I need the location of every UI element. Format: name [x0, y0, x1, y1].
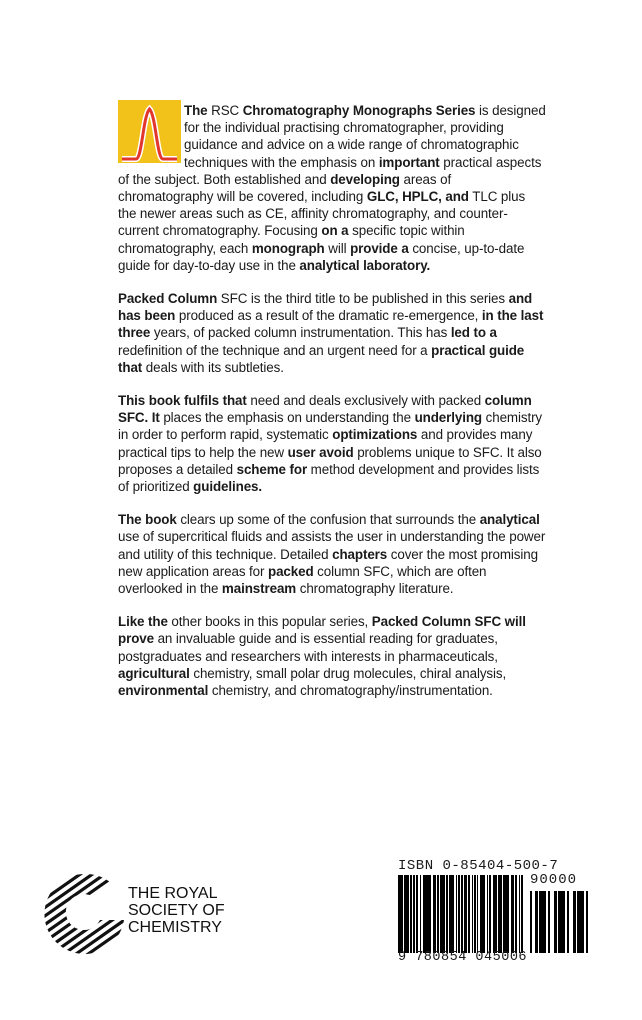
barcode-bar — [453, 875, 454, 953]
barcode-bar — [474, 875, 475, 953]
barcode-bar — [475, 875, 476, 953]
barcode-bar — [442, 875, 443, 953]
bold-text-run: Packed Column SFC will prove — [118, 614, 526, 647]
bold-text-run: on a — [321, 223, 349, 239]
bold-text-run: This book fulfils that — [118, 393, 247, 409]
bold-text-run: Like the — [118, 614, 168, 630]
barcode-bar — [401, 875, 403, 953]
text-run: problems unique to SFC. It also proposes a detailed — [118, 444, 542, 477]
barcode-bar — [456, 875, 457, 953]
addon-bar — [563, 891, 564, 953]
barcode-bar — [481, 875, 482, 953]
barcode-bar — [505, 875, 506, 953]
text-run: will — [324, 240, 351, 256]
barcode-bar — [519, 875, 520, 953]
bold-text-run: packed — [268, 563, 314, 579]
barcode-bar — [433, 875, 434, 953]
text-run: chemistry in order to perform rapid, systematic — [118, 410, 543, 443]
addon-bar — [536, 891, 537, 953]
addon-bar — [567, 891, 568, 953]
barcode-bar — [420, 875, 421, 953]
bold-text-run: environmental — [118, 683, 209, 699]
addon-bar — [548, 891, 549, 953]
barcode-bar — [443, 875, 445, 953]
addon-bar — [540, 891, 541, 953]
text-run: chromatography literature. — [296, 581, 454, 597]
barcode-bar — [449, 875, 451, 953]
addon-bar — [556, 891, 557, 953]
bold-text-run: provide a — [350, 240, 409, 256]
bold-text-run: user avoid — [287, 444, 354, 460]
back-cover-blurb — [118, 102, 546, 715]
barcode-bar — [469, 875, 470, 953]
barcode-bar — [499, 875, 500, 953]
text-run: deals with its subtleties. — [142, 359, 284, 375]
text-run: chemistry, and chromatography/instrumentation. — [208, 683, 493, 699]
barcode-bar — [506, 875, 508, 953]
text-run: other books in this popular series, — [167, 614, 372, 630]
text-run: years, of packed column instrumentation. This has — [150, 325, 451, 341]
addon-bar — [568, 891, 569, 953]
barcode-bar — [489, 875, 490, 953]
bold-text-run: analytical laboratory. — [299, 257, 431, 273]
barcode-bar — [461, 875, 463, 953]
barcode-bar — [417, 875, 418, 953]
barcode-bar — [482, 875, 484, 953]
addon-bar — [549, 891, 550, 953]
text-run: method development and provides lists of prioritized — [118, 461, 540, 495]
addon-bar — [530, 891, 532, 953]
text-run: practical aspects of the subject. Both established and — [118, 154, 542, 187]
addon-bar — [580, 891, 581, 953]
text-run: clears up some of the confusion that surrounds the — [176, 512, 480, 528]
barcode-bar — [440, 875, 442, 953]
text-run: is designed for the individual practising chromatographer, providing guidance and advice on a wide range of chromatographic techniques with the emphasis on — [184, 103, 546, 170]
barcode-bar — [425, 875, 427, 953]
addon-bar — [537, 891, 538, 953]
barcode-bar — [484, 875, 485, 953]
barcode-bar — [400, 875, 401, 953]
bold-text-run: optimizations — [332, 427, 418, 443]
barcode-bar — [490, 875, 491, 953]
bold-text-run: Packed Column — [118, 291, 218, 307]
text-run: chemistry, small polar drug molecules, chiral analysis, — [189, 665, 507, 681]
addon-bar — [587, 891, 588, 953]
addon-bar — [559, 891, 560, 953]
text-run: TLC plus the newer areas such as CE, affinity chromatography, and counter-current chromatography. Focusing — [118, 189, 526, 239]
barcode-bar — [408, 875, 409, 953]
publisher-line-3: CHEMISTRY — [128, 919, 222, 936]
barcode-bar — [404, 875, 406, 953]
barcode-bar — [487, 875, 488, 953]
addon-bar — [545, 891, 546, 953]
addon-bar — [581, 891, 582, 953]
text-run: an invaluable guide and is essential reading for graduates, postgraduates and researchers with interests in pharmaceuticals, — [118, 631, 498, 664]
barcode-bar — [428, 875, 430, 953]
barcode-bar — [513, 875, 514, 953]
addon-bar — [579, 891, 580, 953]
addon-bar — [573, 891, 574, 953]
blurb-paragraph-1 — [118, 102, 546, 274]
barcode-bar — [511, 875, 512, 953]
barcode-bar — [472, 875, 473, 953]
blurb-paragraph-2 — [118, 290, 546, 376]
barcode-bar — [496, 875, 497, 953]
bold-text-run: guidelines. — [193, 479, 263, 495]
bold-text-run: led to a — [450, 325, 497, 341]
barcode-bar — [500, 875, 502, 953]
text-run: specific topic within chromatography, each — [118, 223, 465, 256]
bold-text-run: mainstream — [221, 581, 297, 597]
text-run: use of supercritical fluids and assists the user in understanding the power and utility of this technique. Detailed — [118, 529, 546, 562]
text-run: redefinition of the technique and an urgent need for a — [118, 342, 432, 358]
text-run: areas of chromatography will be covered, including — [118, 171, 452, 205]
barcode-bar — [503, 875, 505, 953]
bold-text-run: The book — [118, 512, 177, 528]
addon-bar — [544, 891, 545, 953]
addon-bar — [560, 891, 561, 953]
barcode-bar — [427, 875, 428, 953]
bold-text-run: analytical — [479, 512, 540, 528]
publisher-line-2: SOCIETY OF — [128, 902, 225, 919]
barcode-bar — [451, 875, 452, 953]
rsc-logo-icon — [40, 870, 130, 958]
barcode-bar — [508, 875, 509, 953]
barcode-bar — [435, 875, 436, 953]
barcode-bar — [423, 875, 424, 953]
barcode-bar — [498, 875, 499, 953]
barcode-bar — [494, 875, 496, 953]
text-run: column SFC, which are often overlooked in the — [118, 563, 487, 597]
addon-bar — [539, 891, 540, 953]
bold-text-run: underlying — [414, 410, 483, 426]
publisher-name — [128, 885, 225, 936]
addon-bar — [583, 891, 584, 953]
barcode-bar — [466, 875, 467, 953]
barcode-bar — [406, 875, 407, 953]
text-run: SFC is the third title to be published in this series — [217, 291, 509, 307]
text-run: need and deals exclusively with packed — [246, 393, 485, 409]
barcode-bar — [410, 875, 412, 953]
bold-text-run: and has been — [118, 291, 533, 324]
addon-bar — [577, 891, 578, 953]
bold-text-run: GLC, HPLC, and — [366, 189, 469, 205]
barcode-bar — [459, 875, 460, 953]
barcode-bar — [477, 875, 478, 953]
bold-text-run: in the last three — [118, 308, 544, 341]
text-run: concise, up-to-date guide for day-to-day use in the — [118, 240, 525, 273]
bold-text-run: monograph — [251, 240, 325, 256]
addon-bar — [535, 891, 536, 953]
text-run: produced as a result of the dramatic re-emergence, — [175, 308, 482, 324]
text-run: and provides many practical tips to help the new — [118, 427, 533, 460]
bold-text-run: important — [378, 154, 440, 170]
blurb-paragraph-3 — [118, 392, 546, 495]
publisher-line-1: THE ROYAL — [128, 885, 218, 902]
barcode-bar — [414, 875, 415, 953]
bold-text-run: The — [184, 103, 208, 118]
barcode-bar — [437, 875, 439, 953]
text-run: RSC — [207, 103, 243, 118]
bold-text-run: chapters — [332, 546, 388, 562]
bold-text-run: column SFC. It — [118, 393, 532, 426]
addon-bar — [575, 891, 576, 953]
text-run: cover the most promising new application areas for — [118, 546, 538, 579]
text-run: places the emphasis on understanding the — [159, 410, 415, 426]
blurb-paragraph-5 — [118, 613, 546, 699]
barcode-bar — [430, 875, 431, 953]
price-addon-label: 90000 — [530, 872, 578, 888]
barcode-bar — [447, 875, 448, 953]
addon-bar — [564, 891, 565, 953]
blurb-paragraph-4 — [118, 511, 546, 597]
addon-bar — [543, 891, 544, 953]
barcode-bar — [424, 875, 425, 953]
bold-text-run: Chromatography Monographs Series — [242, 103, 476, 118]
barcode-bar — [465, 875, 466, 953]
barcode-bar — [493, 875, 494, 953]
barcode-bar — [468, 875, 469, 953]
bold-text-run: developing — [330, 171, 400, 187]
barcode-bar — [516, 875, 517, 953]
bold-text-run: agricultural — [118, 665, 190, 681]
barcode-bar — [522, 875, 523, 953]
addon-bar — [561, 891, 562, 953]
barcode-bar — [480, 875, 481, 953]
addon-bar — [555, 891, 556, 953]
bold-text-run: scheme for — [236, 461, 308, 477]
isbn-label: ISBN 0-85404-500-7 — [398, 858, 559, 874]
barcode-bar — [398, 875, 400, 953]
addon-bar — [541, 891, 542, 953]
ean-number: 9 780854 045006 — [398, 950, 528, 965]
bold-text-run: practical guide that — [118, 342, 525, 375]
